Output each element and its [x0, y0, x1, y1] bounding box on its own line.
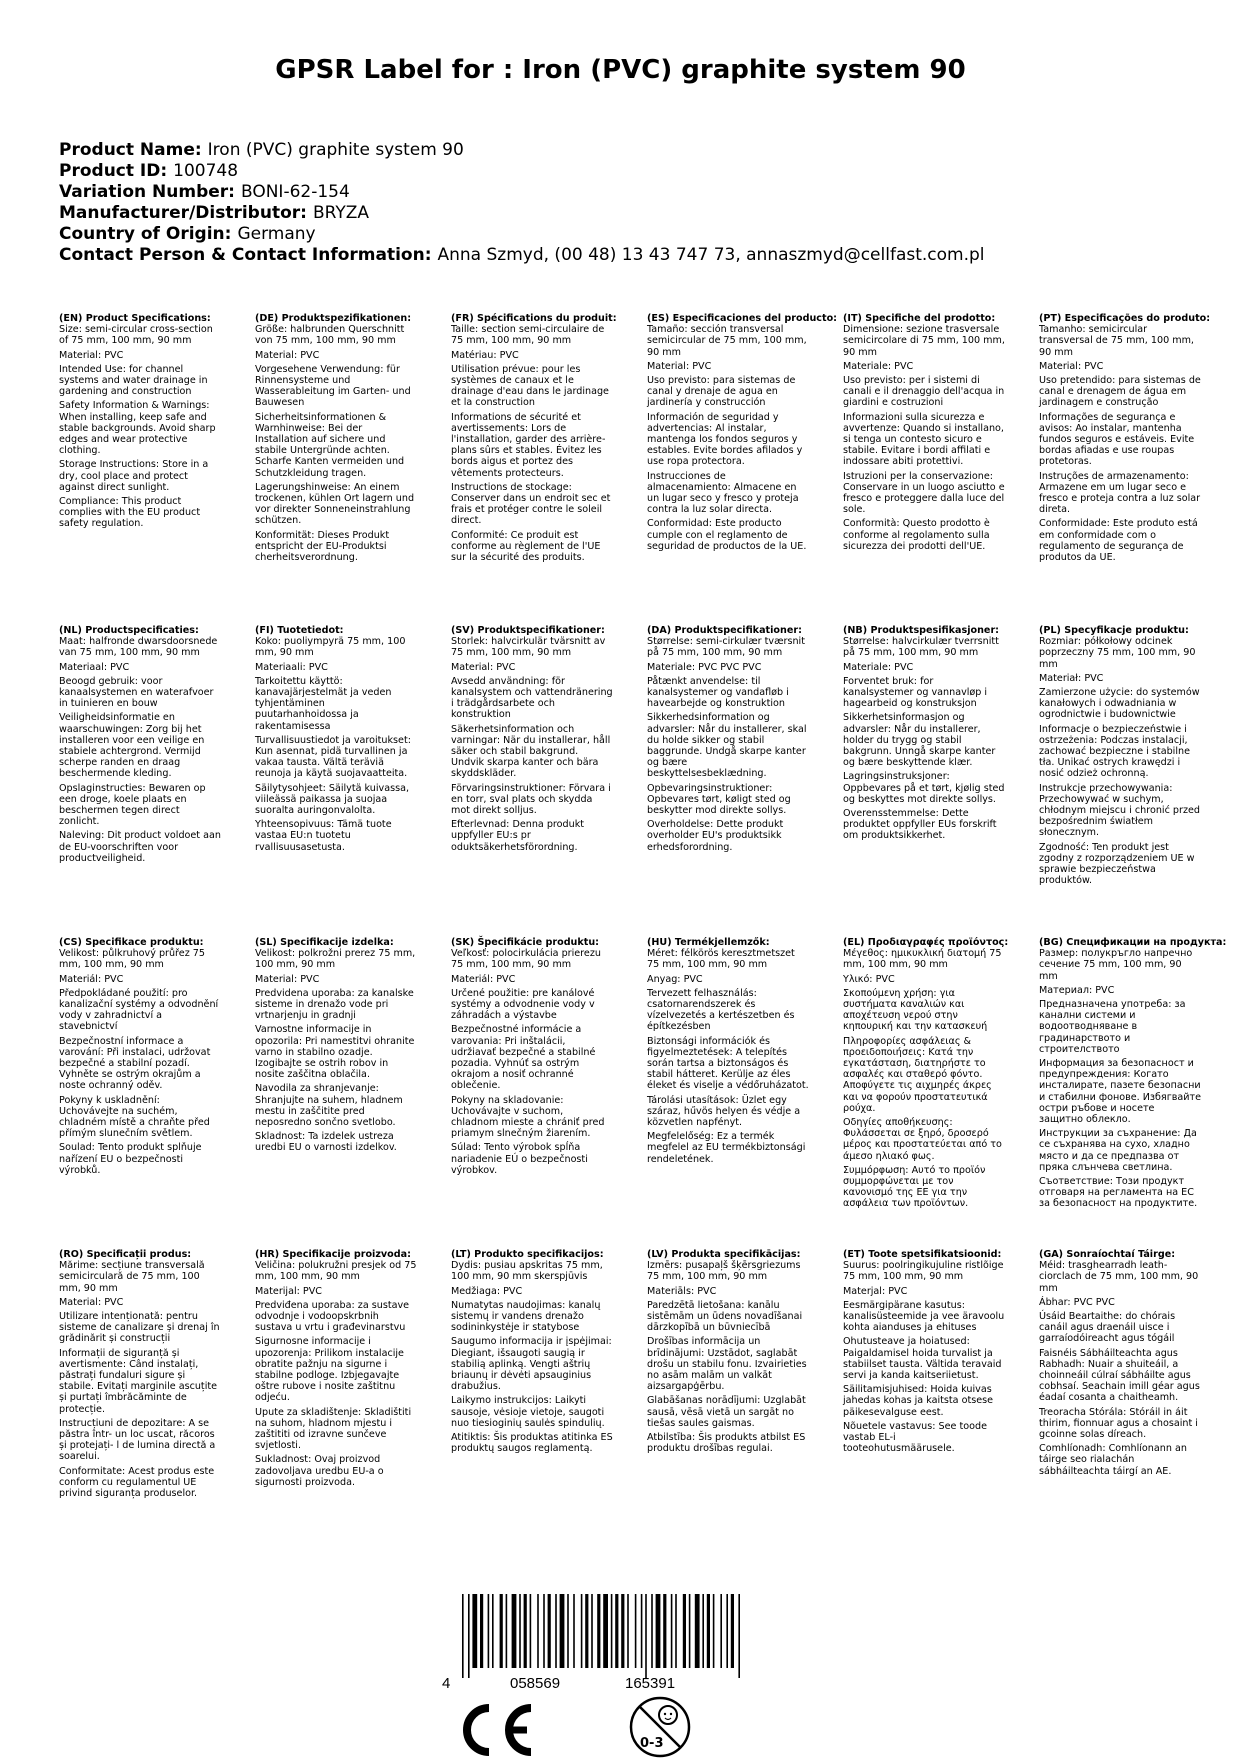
spec-heading: (SV) Produktspecifikationer:: [451, 625, 605, 636]
barcode-bar: [480, 1594, 483, 1668]
barcode-bar: [524, 1594, 527, 1668]
spec-paragraph: Pokyny k uskladnění: Uchovávejte na suchém, chladném místě a chraňte před přímým slunečním světlem.: [59, 1094, 210, 1140]
spec-paragraph: Instrucciones de almacenamiento: Almacene en un lugar seco y fresco y proteja contra la luz solar directa.: [647, 470, 799, 516]
spec-paragraph: Материал: PVC: [1039, 984, 1115, 996]
spec-block: [59, 625, 221, 867]
barcode-bar: [645, 1594, 647, 1678]
spec-paragraph: Predvidena uporaba: za kanalske sisteme in drenažo vode pri vrtnarjenju in gradnji: [255, 987, 414, 1022]
spec-paragraph: Ábhar: PVC PVC: [1039, 1296, 1115, 1308]
spec-paragraph: Tárolási utasítások: Üzlet egy száraz, hűvös helyen és védje a közvetlen napfényt.: [647, 1094, 801, 1129]
spec-paragraph: Overholdelse: Dette produkt overholder EU's produktsikk erhedsforordning.: [647, 819, 784, 853]
spec-paragraph: Инструкции за съхранение: Да се съхранява на сухо, хладно място и да се предпазва от пряка слънчева светлина.: [1039, 1128, 1197, 1173]
spec-paragraph: Utilisation prévue: pour les systèmes de canaux et le drainage d'eau dans le jardinage et la construction: [451, 363, 609, 409]
spec-block: [843, 1249, 1005, 1457]
spec-paragraph: Materiaali: PVC: [255, 661, 328, 673]
barcode-bar: [611, 1594, 613, 1668]
barcode: [440, 1594, 760, 1692]
barcode-digits-right: 165391: [625, 1675, 676, 1692]
barcode-bar: [597, 1594, 600, 1668]
spec-paragraph: Velikost: polkrožni prerez 75 mm, 100 mm, 90 mm: [255, 948, 416, 971]
spec-block: [647, 625, 809, 856]
spec-block: [1039, 625, 1201, 889]
spec-paragraph: Bezpečnostné informácie a varovania: Pri inštalácii, udržiavať bezpečné a stabilné pozadia. Vyhnúť sa ostrým okrajom a nosiť ochranné oblečenie.: [451, 1024, 596, 1092]
spec-block: [843, 313, 1005, 555]
spec-paragraph: Tervezett felhasználás: csatornarendszerek és vízelvezetés a kertészetben és építkezésben: [647, 987, 795, 1033]
spec-block: [255, 625, 417, 856]
barcode-bar: [500, 1594, 503, 1668]
spec-heading: (DA) Produktspecifikationer:: [647, 625, 802, 636]
barcode-bar: [675, 1594, 677, 1668]
spec-paragraph: Sikkerhedsinformation og advarsler: Når du installerer, skal du holde sikker og stabil baggrunde. Undgå skarpe kanter og bære beskyttelsesbeklædning.: [647, 712, 807, 780]
spec-block: [843, 625, 1005, 845]
spec-block: [1039, 1249, 1201, 1480]
spec-paragraph: Yhteensopivuus: Tämä tuote vastaa EU:n tuotetu rvallisuusasetusta.: [255, 819, 392, 853]
spec-block: [451, 625, 613, 856]
spec-paragraph: Conformità: Questo prodotto è conforme al regolamento sulla sicurezza dei prodotti dell'UE.: [843, 518, 990, 552]
spec-block: [1039, 313, 1211, 566]
spec-paragraph: Instrucțiuni de depozitare: A se păstra într- un loc uscat, răcoros și protejați- l de lumina directă a soarelui.: [59, 1417, 216, 1463]
spec-paragraph: Sigurnosne informacije i upozorenja: Prilikom instalacije obratite pažnju na sigurne i stabilne podloge. Izbjegavajte oštre rubove i nosite zaštitnu odjeću.: [255, 1336, 404, 1404]
spec-block: [255, 937, 417, 1157]
spec-paragraph: Veiligheidsinformatie en waarschuwingen: Zorg bij het installeren voor een veilige en stabiele achtergrond. Vermijd scherpe randen en draag beschermende kleding.: [59, 712, 205, 780]
barcode-bar: [695, 1594, 700, 1668]
spec-heading: (IT) Specifiche del prodotto:: [843, 313, 996, 324]
spec-paragraph: Bezpečnostní informace a varování: Při instalaci, udržovat bezpečné a stabilní pozadí. Vyhněte se ostrým okrajům a noste ochranný oděv.: [59, 1035, 211, 1092]
barcode-bar: [726, 1594, 728, 1668]
spec-paragraph: Maat: halfronde dwarsdoorsnede van 75 mm, 100 mm, 90 mm: [59, 636, 218, 659]
spec-paragraph: Zgodność: Ten produkt jest zgodny z rozporządzeniem UE w sprawie bezpieczeństwa produktów.: [1039, 841, 1195, 887]
spec-paragraph: Materjal: PVC: [843, 1285, 908, 1297]
barcode-bar: [462, 1594, 464, 1678]
spec-heading: (PT) Especificações do produto:: [1039, 313, 1211, 324]
spec-paragraph: Sicherheitsinformationen & Warnhinweise: Bei der Installation auf sichere und stabile Untergründe achten. Scharfe Kanten vermeiden und Schutzkleidung tragen.: [255, 411, 405, 479]
spec-paragraph: Súlad: Tento výrobok spĺňa nariadenie EÚ o bezpečnosti výrobkov.: [451, 1142, 588, 1176]
barcode-bar: [573, 1594, 575, 1668]
spec-paragraph: Předpokládané použití: pro kanalizační systémy a odvodnění vody v zahradnictví a stavebnictví: [59, 987, 219, 1033]
spec-paragraph: Navodila za shranjevanje: Shranjujte na suhem, hladnem mestu in zaščitite pred neposredno sončno svetlobo.: [255, 1083, 403, 1129]
spec-paragraph: Material: PVC: [255, 349, 320, 361]
spec-paragraph: Zamierzone użycie: do systemów kanałowych i odwadniania w ogrodnictwie i budownictwie: [1039, 687, 1200, 721]
spec-paragraph: Avsedd användning: för kanalsystem och vattendränering i trädgårdsarbete och konstruktion: [451, 675, 613, 721]
spec-heading: (SL) Specifikacije izdelka:: [255, 937, 394, 948]
spec-paragraph: Säkerhetsinformation och varningar: När du installerar, håll säker och stabil bakgrund. Undvik skarpa kanter och bära skyddskläder.: [451, 723, 611, 780]
spec-paragraph: Material: PVC: [59, 349, 124, 361]
spec-paragraph: Intended Use: for channel systems and water drainage in gardening and construction: [59, 363, 208, 398]
spec-heading: (FI) Tuotetiedot:: [255, 625, 344, 636]
spec-paragraph: Størrelse: halvcirkulær tverrsnitt på 75 mm, 100 mm, 90 mm: [843, 636, 999, 659]
barcode-bar: [720, 1594, 722, 1668]
spec-paragraph: Efterlevnad: Denna produkt uppfyller EU:s pr oduktsäkerhetsförordning.: [451, 819, 585, 853]
spec-block: [451, 1249, 613, 1457]
spec-heading: (NL) Productspecificaties:: [59, 625, 199, 636]
barcode-bar: [707, 1594, 710, 1668]
spec-paragraph: Informacje o bezpieczeństwie i ostrzeżenia: Podczas instalacji, zachować bezpieczne i stabilne tła. Unikać ostrych krawędzi i nosić odzież ochronną.: [1039, 723, 1190, 780]
spec-paragraph: Material: PVC: [1039, 360, 1104, 372]
barcode-bar: [488, 1594, 490, 1668]
barcode-digit-prefix: 4: [442, 1675, 451, 1692]
spec-paragraph: Instructions de stockage: Conserver dans un endroit sec et frais et protéger contre le soleil direct.: [451, 481, 611, 527]
spec-paragraph: Dimensione: sezione trasversale semicircolare di 75 mm, 100 mm, 90 mm: [843, 324, 1005, 358]
info-product-name: Product Name: Iron (PVC) graphite system 90: [59, 140, 464, 160]
spec-paragraph: Turvallisuustiedot ja varoitukset: Kun asennat, pidä turvallinen ja vakaa tausta. Vältä teräviä reunoja ja käytä suojavaatteita.: [255, 734, 411, 780]
spec-block: [647, 313, 838, 555]
spec-paragraph: Sikkerhetsinformasjon og advarsler: Når du installerer, holder du trygg og stabil bakgrunn. Unngå skarpe kanter og bære beskyttende klær.: [843, 712, 996, 769]
barcode-bar: [656, 1594, 661, 1668]
spec-heading: (GA) Sonraíochtaí Táirge:: [1039, 1249, 1176, 1260]
barcode-bar: [713, 1594, 715, 1668]
barcode-bar: [663, 1594, 666, 1668]
spec-paragraph: Rozmiar: półkołowy odcinek poprzeczny 75 mm, 100 mm, 90 mm: [1039, 636, 1196, 670]
spec-heading: (LT) Produkto specifikacijos:: [451, 1249, 604, 1260]
spec-paragraph: Conformitate: Acest produs este conform cu regulamentul UE privind siguranța produselor.: [59, 1465, 215, 1500]
spec-paragraph: Predviđena uporaba: za sustave odvodnje i vodoopskrbnih sustava u vrtu i građevinarstvu: [255, 1299, 410, 1334]
spec-heading: (EN) Product Specifications:: [59, 313, 211, 324]
spec-paragraph: Påtænkt anvendelse: til kanalsystemer og vandafløb i havearbejde og konstruktion: [647, 675, 789, 710]
spec-paragraph: Medžiaga: PVC: [451, 1285, 523, 1297]
barcode-bar: [581, 1594, 583, 1668]
spec-block: [255, 313, 417, 566]
spec-paragraph: Storlek: halvcirkulär tvärsnitt av 75 mm, 100 mm, 90 mm: [451, 636, 606, 659]
barcode-bar: [492, 1594, 494, 1668]
barcode-bar: [530, 1594, 532, 1668]
spec-paragraph: Instruções de armazenamento: Armazene em um lugar seco e fresco e proteja contra a luz solar direta.: [1039, 470, 1201, 516]
barcode-bar: [738, 1594, 740, 1678]
spec-paragraph: Materiál: PVC: [451, 973, 516, 985]
spec-heading: (LV) Produkta specifikācijas:: [647, 1249, 801, 1260]
barcode-bar: [543, 1594, 545, 1668]
spec-paragraph: Skladnost: Ta izdelek ustreza uredbi EU o varnosti izdelkov.: [255, 1131, 397, 1154]
info-variation-number: Variation Number: BONI-62-154: [59, 182, 350, 202]
spec-paragraph: Koko: puoliympyrä 75 mm, 100 mm, 90 mm: [255, 636, 406, 659]
barcode-bar: [635, 1594, 637, 1668]
spec-paragraph: Veličina: polukružni presjek od 75 mm, 100 mm, 90 mm: [255, 1260, 417, 1283]
barcode-bar: [468, 1594, 470, 1678]
product-info: [59, 140, 985, 266]
spec-paragraph: Glabāšanas norādījumi: Uzglabāt sausā, vēsā vietā un sargāt no tiešas saules gaismas.: [647, 1395, 806, 1429]
info-contact: Contact Person & Contact Information: Anna Szmyd, (00 48) 13 43 747 73, annaszmyd@cellfast.com.pl: [59, 245, 985, 265]
spec-heading: (DE) Produktspezifikationen:: [255, 313, 412, 324]
barcode-bar: [603, 1594, 608, 1668]
spec-paragraph: Dydis: pusiau apskritas 75 mm, 100 mm, 90 mm skerspjūvis: [451, 1260, 603, 1283]
spec-paragraph: Materiale: PVC: [843, 661, 914, 673]
spec-paragraph: Numatytas naudojimas: kanalų sistemų ir vandens drenažo sodininkystėje ir statybose: [451, 1299, 601, 1334]
spec-paragraph: Съответствие: Този продукт отговаря на регламента на ЕС за безопасност на продуктите.: [1039, 1176, 1198, 1210]
spec-paragraph: Utilizare intenționată: pentru sisteme de canalizare și drenaj în grădinărit și construcții: [59, 1311, 220, 1345]
spec-paragraph: Velikost: půlkruhový průřez 75 mm, 100 mm, 90 mm: [59, 948, 205, 971]
spec-paragraph: Materiaal: PVC: [59, 661, 130, 673]
barcode-bar: [627, 1594, 629, 1668]
spec-paragraph: Vorgesehene Verwendung: für Rinnensysteme und Wasserableitung im Garten- und Bauwesen: [255, 363, 411, 409]
spec-paragraph: Laikymo instrukcijos: Laikyti sausoje, vėsioje vietoje, saugoti nuo tiesioginių saulės spindulių.: [451, 1395, 605, 1429]
spec-block: [59, 313, 221, 533]
spec-paragraph: Faisnéis Sábháilteachta agus Rabhadh: Nuair a shuiteáil, a choinneáil cúlraí sábháilte agus cobhsaí. Seachain imill géar agus éadaí cosanta a chaitheamh.: [1039, 1347, 1200, 1404]
not-for-children-0-3-icon: [628, 1695, 692, 1759]
spec-paragraph: Πληροφορίες ασφάλειας & προειδοποιήσεις: Κατά την εγκατάσταση, διατηρήστε το ασφαλές και σταθερό φόντο. Αποφύγετε τις αιχμηρές άκρες και να φορούν προστατευτικά ρούχα.: [843, 1035, 992, 1114]
spec-paragraph: Tamaño: sección transversal semicircular de 75 mm, 100 mm, 90 mm: [647, 324, 807, 358]
info-manufacturer: Manufacturer/Distributor: BRYZA: [59, 203, 369, 223]
spec-paragraph: Soulad: Tento produkt splňuje nařízení EU o bezpečnosti výrobků.: [59, 1142, 202, 1176]
barcode-bar: [621, 1594, 624, 1668]
spec-heading: (RO) Specificații produs:: [59, 1249, 192, 1260]
spec-paragraph: Größe: halbrunden Querschnitt von 75 mm, 100 mm, 90 mm: [255, 324, 405, 347]
spec-heading: (CS) Specifikace produktu:: [59, 937, 204, 948]
spec-paragraph: Tamanho: semicircular transversal de 75 mm, 100 mm, 90 mm: [1039, 324, 1194, 358]
spec-paragraph: Συμμόρφωση: Αυτό το προϊόν συμμορφώνεται με τον κανονισμό της ΕΕ για την ασφάλεια των προϊόντων.: [843, 1164, 986, 1210]
spec-paragraph: Beoogd gebruik: voor kanaalsystemen en waterafvoer in tuinieren en bouw: [59, 675, 214, 710]
spec-paragraph: Material: PVC: [59, 1296, 124, 1308]
barcode-bars: [462, 1594, 740, 1678]
spec-paragraph: Opbevaringsinstruktioner: Opbevares tørt, køligt sted og beskytter mod direkte sollys.: [647, 782, 791, 817]
spec-paragraph: Méid: trasghearradh leath-ciorclach de 75 mm, 100 mm, 90 mm: [1039, 1260, 1199, 1294]
spec-block: [59, 937, 221, 1179]
spec-paragraph: Suurus: poolringikujuline ristlõige 75 mm, 100 mm, 90 mm: [843, 1260, 1004, 1283]
spec-paragraph: Informazioni sulla sicurezza e avvertenze: Quando si installano, si tenga un contesto sicuro e stabile. Evitare i bordi affilati e indossare abiti protettivi.: [843, 411, 1004, 468]
spec-paragraph: Treoracha Stórála: Stóráil in áit thirim, fionnuar agus a chosaint i gcoinne solas díreach.: [1039, 1406, 1198, 1441]
spec-paragraph: Atitiktis: Šis produktas atitinka ES produktų saugos reglamentą.: [451, 1432, 613, 1455]
spec-paragraph: Nõuetele vastavus: See toode vastab EL-i tooteohutusmäärusele.: [843, 1420, 987, 1455]
spec-paragraph: Atbilstība: Šis produkts atbilst ES produktu drošības regulai.: [647, 1432, 806, 1455]
spec-paragraph: Opslaginstructies: Bewaren op een droge, koele plaats en beschermen tegen direct zonlicht.: [59, 782, 206, 828]
barcode-bar: [548, 1594, 551, 1668]
spec-paragraph: Size: semi-circular cross-section of 75 mm, 100 mm, 90 mm: [59, 324, 213, 347]
barcode-bar: [506, 1594, 508, 1668]
spec-paragraph: Lagringsinstruksjoner: Oppbevares på et tørt, kjølig sted og beskyttes mot direkte sollys.: [843, 771, 1005, 805]
spec-paragraph: Materiał: PVC: [1039, 672, 1104, 684]
spec-paragraph: Информация за безопасност и предупреждения: Когато инсталирате, пазете безопасни и стабилни фонове. Избягвайте остри ръбове и носете защитно облекло.: [1039, 1058, 1202, 1126]
spec-paragraph: Material: PVC: [451, 661, 516, 673]
info-country-of-origin: Country of Origin: Germany: [59, 224, 316, 244]
spec-paragraph: Størrelse: semi-cirkulær tværsnit på 75 mm, 100 mm, 90 mm: [647, 636, 805, 659]
spec-paragraph: Предназначена употреба: за канални системи и водоотводняване в градинарството и строителството: [1039, 999, 1186, 1055]
barcode-bar: [702, 1594, 704, 1668]
spec-paragraph: Forventet bruk: for kanalsystemer og vannavløp i hagearbeid og konstruksjon: [843, 675, 988, 710]
spec-paragraph: Förvaringsinstruktioner: Förvara i en torr, sval plats och skydda mot direkt solljus.: [451, 782, 611, 817]
barcode-bar: [519, 1594, 521, 1668]
barcode-bar: [567, 1594, 569, 1668]
spec-paragraph: Размер: полукръгло напречно сечение 75 mm, 100 mm, 90 mm: [1039, 948, 1193, 982]
spec-paragraph: Pokyny na skladovanie: Uchovávajte v suchom, chladnom mieste a chrániť pred priamym slnečným žiarením.: [451, 1094, 605, 1140]
spec-paragraph: Paredzētā lietošana: kanālu sistēmām un ūdens novadīšanai dārzkopībā un būvniecībā: [647, 1299, 803, 1334]
barcode-bar: [651, 1594, 653, 1668]
spec-paragraph: Veľkosť: polocirkulácia prierezu 75 mm, 100 mm, 90 mm: [451, 948, 601, 971]
spec-block: [59, 1249, 221, 1502]
spec-paragraph: Conformidad: Este producto cumple con el reglamento de seguridad de productos de la UE.: [647, 518, 807, 552]
spec-heading: (HR) Specifikacije proizvoda:: [255, 1249, 411, 1260]
spec-heading: (HU) Termékjellemzők:: [647, 937, 770, 948]
barcode-bar: [641, 1594, 643, 1668]
page-title: GPSR Label for : Iron (PVC) graphite system 90: [275, 55, 966, 85]
spec-paragraph: Conformidade: Este produto está em conformidade com o regulamento de segurança de produtos da UE.: [1039, 518, 1198, 564]
spec-paragraph: Säilitamisjuhised: Hoida kuivas jahedas kohas ja kaitsta otsese päikesevalguse eest.: [843, 1384, 994, 1418]
spec-paragraph: Varnostne informacije in opozorila: Pri namestitvi ohranite varno in stabilno ozadje. Izogibajte se ostrih robov in nosite zaščitna oblačila.: [255, 1024, 415, 1081]
spec-paragraph: Tarkoitettu käyttö: kanavajärjestelmät ja veden tyhjentäminen puutarhanhoidossa ja rakentamisessa: [255, 675, 392, 732]
barcode-bar: [472, 1594, 477, 1668]
spec-paragraph: Méret: félkörös keresztmetszet 75 mm, 100 mm, 90 mm: [647, 948, 795, 971]
spec-heading: (PL) Specyfikacje produktu:: [1039, 625, 1189, 636]
spec-paragraph: Informations de sécurité et avertissements: Lors de l'installation, garder des arrière-plans sûrs et stables. Évitez les bords aigus et portez des vêtements protecteurs.: [451, 411, 606, 479]
spec-paragraph: Taille: section semi-circulaire de 75 mm, 100 mm, 90 mm: [451, 324, 605, 347]
ce-mark-icon: [455, 1702, 537, 1758]
info-product-id: Product ID: 100748: [59, 161, 239, 181]
spec-block: [843, 937, 1009, 1213]
barcode-bar: [731, 1594, 734, 1668]
spec-paragraph: Storage Instructions: Store in a dry, cool place and protect against direct sunlight.: [59, 459, 209, 493]
spec-paragraph: Lagerungshinweise: An einem trockenen, kühlen Ort lagern und vor direkter Sonneneinstrahlung schützen.: [255, 481, 415, 527]
spec-paragraph: Overensstemmelse: Dette produktet oppfyller EUs forskrift om produktsikkerhet.: [843, 808, 997, 842]
spec-paragraph: Určené použitie: pre kanálové systémy a odvodnenie vody v záhradách a výstavbe: [451, 987, 595, 1022]
spec-block: [1039, 937, 1227, 1213]
barcode-bar: [512, 1594, 517, 1668]
spec-paragraph: Materiál: PVC: [59, 973, 124, 985]
spec-paragraph: Eesmärgipärane kasutus: kanalisüsteemide ja vee äravoolu kohta aianduses ja ehituses: [843, 1299, 1005, 1334]
spec-heading: (BG) Спецификации на продукта:: [1039, 937, 1227, 948]
barcode-bar: [591, 1594, 593, 1668]
spec-heading: (FR) Spécifications du produit:: [451, 313, 617, 324]
spec-paragraph: Material: PVC: [647, 360, 712, 372]
spec-paragraph: Matériau: PVC: [451, 349, 519, 361]
barcode-bar: [537, 1594, 539, 1668]
svg-text:0-3: 0-3: [640, 1736, 664, 1751]
spec-paragraph: Conformité: Ce produit est conforme au règlement de l'UE sur la sécurité des produits.: [451, 529, 601, 564]
barcode-bar: [615, 1594, 618, 1668]
spec-paragraph: Μέγεθος: ημικυκλική διατομή 75 mm, 100 mm, 90 mm: [843, 948, 1002, 971]
spec-paragraph: Upute za skladištenje: Skladištiti na suhom, hladnom mjestu i zaštititi od izravne sunčeve svjetlosti.: [255, 1406, 412, 1452]
spec-paragraph: Biztonsági információk és figyelmeztetések: A telepítés során tartsa a biztonságos és stabil hátteret. Kerülje az éles éleket és viselje a védőruházatot.: [647, 1035, 809, 1092]
spec-paragraph: Uso previsto: per i sistemi di canali e il drenaggio dell'acqua in giardini e costruzioni: [843, 375, 1005, 409]
spec-paragraph: Izmērs: pusapaļš šķērsgriezums 75 mm, 100 mm, 90 mm: [647, 1260, 801, 1283]
spec-block: [451, 937, 613, 1179]
spec-heading: (ET) Toote spetsifikatsioonid:: [843, 1249, 1002, 1260]
barcode-digits-left: 058569: [510, 1675, 561, 1692]
spec-block: [451, 313, 617, 566]
spec-paragraph: Istruzioni per la conservazione: Conservare in un luogo asciutto e fresco e proteggere dalla luce del sole.: [843, 470, 1005, 516]
barcode-bar: [560, 1594, 565, 1668]
spec-paragraph: Sukladnost: Ovaj proizvod zadovoljava uredbu EU-a o sigurnosti proizvoda.: [255, 1454, 384, 1488]
spec-paragraph: Informații de siguranță și avertismente: Când instalați, păstrați fundaluri sigure și stabile. Evitați marginile ascuțite și purtați îmbrăcăminte de protecție.: [59, 1347, 218, 1415]
spec-paragraph: Comhlíonadh: Comhlíonann an táirge seo rialachán sábháilteachta táirgí an AE.: [1039, 1443, 1187, 1477]
spec-paragraph: Drošības informācija un brīdinājumi: Uzstādot, saglabāt drošu un stabilu fonu. Izvairieties no asām malām un valkāt aizsargapģērbu.: [647, 1336, 807, 1393]
barcode-bar: [585, 1594, 588, 1668]
spec-paragraph: Materijal: PVC: [255, 1285, 322, 1297]
spec-paragraph: Anyag: PVC: [647, 973, 703, 985]
spec-paragraph: Materiāls: PVC: [647, 1285, 717, 1297]
spec-paragraph: Úsáid Beartaithe: do chórais canáil agus draenáil uisce i garraíodóireacht agus tógáil: [1039, 1311, 1176, 1345]
spec-paragraph: Οδηγίες αποθήκευσης: Φυλάσσεται σε ξηρό, δροσερό μέρος και προστατεύεται από το άμεσο ηλιακό φως.: [843, 1117, 1002, 1162]
spec-paragraph: Konformität: Dieses Produkt entspricht der EU-Produktsi cherheitsverordnung.: [255, 529, 390, 564]
spec-paragraph: Materiale: PVC: [843, 360, 914, 372]
spec-paragraph: Safety Information & Warnings: When installing, keep safe and stable backgrounds. Avoid sharp edges and wear protective clothing.: [59, 400, 216, 457]
spec-paragraph: Säilytysohjeet: Säilytä kuivassa, viileässä paikassa ja suojaa suoralta auringonvalolta.: [255, 782, 410, 817]
spec-block: [647, 1249, 809, 1457]
spec-paragraph: Saugumo informacija ir įspėjimai: Diegiant, išsaugoti saugią ir stabilią aplinką. Vengti aštrių briaunų ir dėvėti apsauginius drabužius.: [451, 1336, 612, 1393]
spec-paragraph: Uso previsto: para sistemas de canal y drenaje de agua en jardinería y construcción: [647, 375, 796, 409]
spec-block: [647, 937, 809, 1168]
spec-paragraph: Ohutusteave ja hoiatused: Paigaldamisel hoida turvalist ja stabiilset tausta. Vältida teravaid servi ja kanda kaitseriietust.: [843, 1336, 1002, 1382]
spec-paragraph: Megfelelőség: Ez a termék megfelel az EU termékbiztonsági rendeletének.: [647, 1131, 806, 1165]
spec-paragraph: Σκοπούμενη χρήση: για συστήματα καναλιών και αποχέτευση νερού στην κηπουρική και την κατασκευή: [843, 987, 988, 1033]
barcode-bar: [555, 1594, 557, 1668]
spec-paragraph: Υλικό: PVC: [843, 973, 895, 985]
barcode-bar: [683, 1594, 686, 1668]
spec-paragraph: Información de seguridad y advertencias: Al instalar, mantenga los fondos seguros y estables. Evite bordes afilados y use ropa protectora.: [647, 411, 803, 468]
spec-paragraph: Informações de segurança e avisos: Ao instalar, mantenha fundos seguros e estáveis. Evite bordas afiadas e use roupas protetoras.: [1039, 411, 1195, 468]
spec-heading: (NB) Produktspesifikasjoner:: [843, 625, 1000, 636]
spec-paragraph: Instrukcje przechowywania: Przechowywać w suchym, chłodnym miejscu i chronić przed bezpośrednim światłem słonecznym.: [1039, 782, 1200, 839]
spec-paragraph: Compliance: This product complies with the EU product safety regulation.: [59, 496, 201, 530]
spec-paragraph: Materiale: PVC PVC PVC: [647, 661, 762, 673]
spec-heading: (EL) Προδιαγραφές προϊόντος:: [843, 937, 1009, 948]
barcode-bar: [689, 1594, 691, 1668]
spec-paragraph: Naleving: Dit product voldoet aan de EU-voorschriften voor productveiligheid.: [59, 830, 221, 864]
spec-paragraph: Uso pretendido: para sistemas de canal e drenagem de água em jardinagem e construção: [1039, 375, 1201, 409]
spec-heading: (ES) Especificaciones del producto:: [647, 313, 838, 324]
spec-paragraph: Material: PVC: [255, 973, 320, 985]
barcode-bar: [671, 1594, 673, 1668]
spec-block: [255, 1249, 417, 1491]
spec-heading: (SK) Špecifikácie produktu:: [451, 937, 600, 948]
spec-paragraph: Mărime: secțiune transversală semicirculară de 75 mm, 100 mm, 90 mm: [59, 1260, 205, 1294]
